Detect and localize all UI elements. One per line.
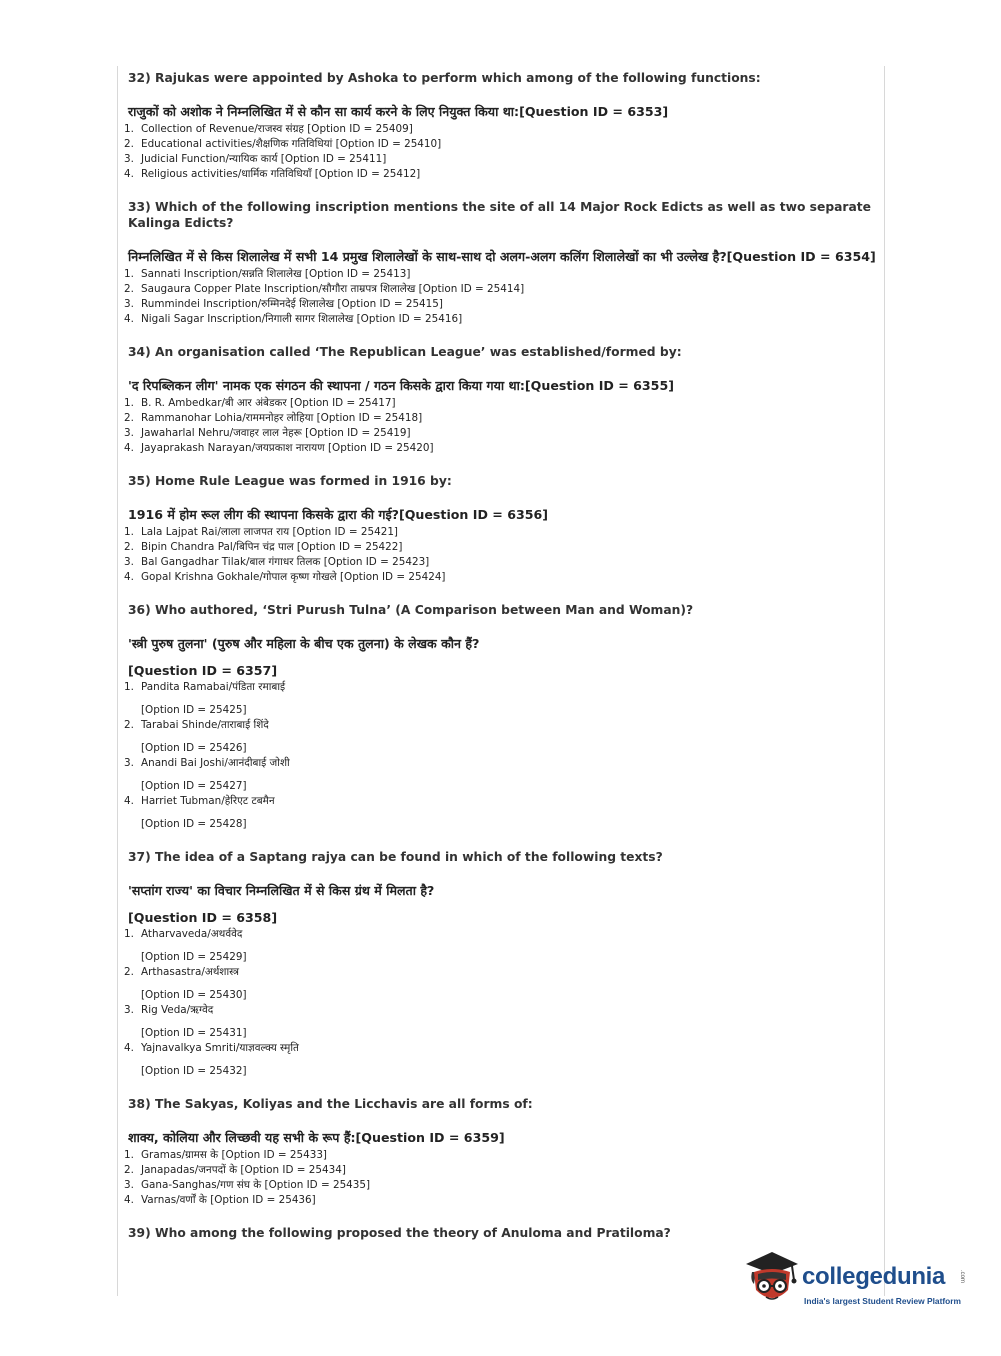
option-item: 2. Bipin Chandra Pal/बिपिन चंद्र पाल [Option ID = 25422]	[124, 541, 403, 553]
question-text-en: 33) Which of the following inscription mentions the site of all 14 Major Rock Edicts as well as two separate Kalinga Edicts?	[128, 200, 872, 230]
question-32	[124, 70, 876, 182]
option-item: 3. Rig Veda/ऋग्वेद [Option ID = 25431]	[124, 1003, 876, 1041]
option-id: [Option ID = 25429]	[141, 951, 247, 963]
page-border-right	[884, 66, 885, 1296]
question-36	[124, 602, 876, 832]
option-list	[124, 680, 876, 832]
option-id: [Option ID = 25425]	[141, 704, 247, 716]
question-text-hi: 'स्त्री पुरुष तुलना' (पुरुष और महिला के बीच एक तुलना) के लेखक कौन हैं?	[128, 636, 480, 651]
question-35	[124, 473, 876, 585]
option-list	[124, 525, 876, 585]
option-item: 3. Gana-Sanghas/गण संघ के [Option ID = 25435]	[124, 1179, 371, 1191]
logo-tagline: India's largest Student Review Platform	[804, 1296, 961, 1306]
option-list	[124, 267, 876, 327]
option-list	[124, 396, 876, 456]
question-text-en: 37) The idea of a Saptang rajya can be found in which of the following texts?	[128, 850, 663, 864]
option-item: 3. Rummindei Inscription/रुम्मिनदेई शिलालेख [Option ID = 25415]	[124, 298, 443, 310]
logo-domain-suffix: .com	[959, 1270, 965, 1284]
graduate-mascot-icon	[742, 1250, 802, 1314]
question-37	[124, 849, 876, 1079]
question-text-en: 36) Who authored, ‘Stri Purush Tulna’ (A Comparison between Man and Woman)?	[128, 603, 694, 617]
question-text-en: 38) The Sakyas, Koliyas and the Licchavis are all forms of:	[128, 1097, 533, 1111]
option-item: 4. Jayaprakash Narayan/जयप्रकाश नारायण [Option ID = 25420]	[124, 442, 434, 454]
option-item: 4. Yajnavalkya Smriti/याज्ञवल्क्य स्मृति [Option ID = 25432]	[124, 1041, 876, 1079]
question-id: [Question ID = 6357]	[128, 663, 278, 678]
question-text-hi: निम्नलिखित में से किस शिलालेख में सभी 14 प्रमुख शिलालेखों के साथ-साथ दो अलग-अलग कलिंग शिलालेखों का भी उल्लेख है?[Question ID = 6354]	[128, 249, 876, 264]
option-item: 1. Pandita Ramabai/पंडिता रमाबाई [Option ID = 25425]	[124, 680, 876, 718]
option-item: 2. Janapadas/जनपदों के [Option ID = 25434]	[124, 1164, 346, 1176]
option-list	[124, 122, 876, 182]
option-item: 3. Bal Gangadhar Tilak/बाल गंगाधर तिलक [Option ID = 25423]	[124, 556, 430, 568]
question-38	[124, 1096, 876, 1208]
question-text-hi: 'द रिपब्लिकन लीग' नामक एक संगठन की स्थापना / गठन किसके द्वारा किया गया था:[Question ID = 6355]	[128, 378, 674, 393]
option-list	[124, 1148, 876, 1208]
question-list	[124, 70, 876, 1258]
option-item: 2. Educational activities/शैक्षणिक गतिविधियां [Option ID = 25410]	[124, 138, 442, 150]
option-id: [Option ID = 25431]	[141, 1027, 247, 1039]
question-text-en: 35) Home Rule League was formed in 1916 by:	[128, 474, 452, 488]
option-item: 4. Religious activities/धार्मिक गतिविधियाँ [Option ID = 25412]	[124, 168, 421, 180]
logo-wordmark: collegedunia	[802, 1263, 946, 1290]
option-item: 1. Collection of Revenue/राजस्व संग्रह [Option ID = 25409]	[124, 123, 413, 135]
option-item: 2. Saugaura Copper Plate Inscription/सौगौरा ताम्रपत्र शिलालेख [Option ID = 25414]	[124, 283, 525, 295]
option-item: 1. Gramas/ग्रामस के [Option ID = 25433]	[124, 1149, 327, 1161]
option-item: 4. Nigali Sagar Inscription/निगाली सागर शिलालेख [Option ID = 25416]	[124, 313, 463, 325]
page-border-left	[117, 66, 118, 1296]
question-39	[124, 1225, 876, 1241]
option-item: 4. Harriet Tubman/हेरिएट टबमैन [Option ID = 25428]	[124, 794, 876, 832]
option-id: [Option ID = 25428]	[141, 818, 247, 830]
option-list	[124, 927, 876, 1079]
option-id: [Option ID = 25427]	[141, 780, 247, 792]
question-text-hi: शाक्य, कोलिया और लिच्छवी यह सभी के रूप हैं:[Question ID = 6359]	[128, 1130, 505, 1145]
option-item: 4. Gopal Krishna Gokhale/गोपाल कृष्ण गोखले [Option ID = 25424]	[124, 571, 446, 583]
collegedunia-logo	[742, 1250, 972, 1314]
option-item: 1. B. R. Ambedkar/बी आर अंबेडकर [Option ID = 25417]	[124, 397, 396, 409]
option-id: [Option ID = 25426]	[141, 742, 247, 754]
question-text-hi: 1916 में होम रूल लीग की स्थापना किसके द्वारा की गई?[Question ID = 6356]	[128, 507, 549, 522]
option-item: 3. Judicial Function/न्यायिक कार्य [Option ID = 25411]	[124, 153, 387, 165]
question-text-en: 32) Rajukas were appointed by Ashoka to perform which among of the following functions:	[128, 71, 761, 85]
question-34	[124, 344, 876, 456]
question-text-hi: राजुकों को अशोक ने निम्नलिखित में से कौन सा कार्य करने के लिए नियुक्त किया था:[Question ID = 6353]	[128, 104, 669, 119]
option-item: 2. Tarabai Shinde/ताराबाई शिंदे [Option ID = 25426]	[124, 718, 876, 756]
question-id: [Question ID = 6358]	[128, 910, 278, 925]
question-text-hi: 'सप्तांग राज्य' का विचार निम्नलिखित में से किस ग्रंथ में मिलता है?	[128, 883, 435, 898]
option-item: 3. Anandi Bai Joshi/आनंदीबाई जोशी [Option ID = 25427]	[124, 756, 876, 794]
option-item: 4. Varnas/वर्णों के [Option ID = 25436]	[124, 1194, 316, 1206]
option-item: 2. Arthasastra/अर्थशास्त्र [Option ID = 25430]	[124, 965, 876, 1003]
option-id: [Option ID = 25432]	[141, 1065, 247, 1077]
option-id: [Option ID = 25430]	[141, 989, 247, 1001]
question-33	[124, 199, 876, 327]
question-text-en: 39) Who among the following proposed the theory of Anuloma and Pratiloma?	[128, 1226, 671, 1240]
option-item: 1. Atharvaveda/अथर्ववेद [Option ID = 25429]	[124, 927, 876, 965]
option-item: 1. Lala Lajpat Rai/लाला लाजपत राय [Option ID = 25421]	[124, 526, 398, 538]
option-item: 1. Sannati Inscription/सन्नति शिलालेख [Option ID = 25413]	[124, 268, 411, 280]
option-item: 3. Jawaharlal Nehru/जवाहर लाल नेहरू [Option ID = 25419]	[124, 427, 411, 439]
option-item: 2. Rammanohar Lohia/राममनोहर लोहिया [Option ID = 25418]	[124, 412, 423, 424]
question-text-en: 34) An organisation called ‘The Republican League’ was established/formed by:	[128, 345, 682, 359]
